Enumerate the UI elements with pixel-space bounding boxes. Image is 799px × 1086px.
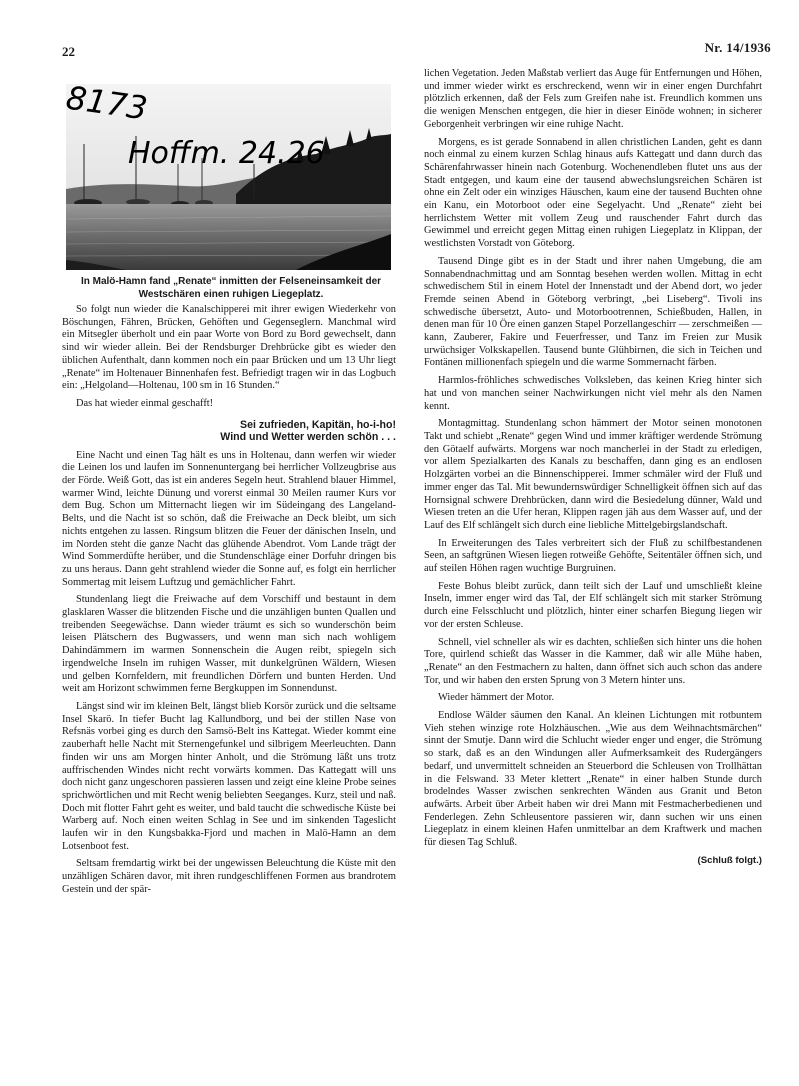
article-paragraph: Stundenlang liegt die Freiwache auf dem Vorschiff und bestaunt in dem glasklaren Wasser die blitzenden Fische und die unzähligen bunten Quallen und treibenden Seegewächse. Dann wieder träumt es sich so wunderschön beim leisen Plätschern des Bugwassers, und wenn man sich nach wohligem Dahindämmern im warmen Sonnenschein die Augen reibt, spiegeln sich irgendwelche Inseln im ruhigen Wasser, mit dunkelgrünen Wäldern, Wiesen und gelben Kornfeldern, mit freundlichen Dörfern und bunten Herden. Und weit am Horizont schwimmen ferne Bergkuppen im Sonnendunst. [62, 594, 396, 695]
handwritten-archive-number: 8173 [63, 78, 150, 128]
article-paragraph: Seltsam fremdartig wirkt bei der ungewissen Beleuchtung die Küste mit den unzähligen Schären davor, mit ihren rundgeschliffenen Formen aus brandrotem Gestein und der spär- [62, 858, 396, 895]
photo-caption [66, 276, 396, 301]
article-paragraph: Wieder hämmert der Motor. [438, 692, 555, 704]
article-paragraph: So folgt nun wieder die Kanalschipperei mit ihrer ewigen Wiederkehr von Böschungen, Fähren, Brücken, Gehöften und Gegenseglern. Manchmal wird ein Mitsegler überholt und ein paar Worte von Bord zu Bord gewechselt, dann sind wir wieder allein. Bei der Rendsburger Drehbrücke gibt es wieder den üblichen Aufenthalt, dann kommen noch ein paar Brücken und um 13 Uhr liegt „Renate“ im Holtenauer Binnenhafen fest. Befriedigt tragen wir in das Logbuch ein: „Helgoland—Holtenau, 100 sm in 16 Stunden.“ [62, 304, 396, 392]
section-subheading [62, 419, 396, 444]
article-paragraph: Eine Nacht und einen Tag hält es uns in Holtenau, dann werfen wir wieder die Leinen los und laufen im Sonnenuntergang bei herrlicher Vollzeugbrise aus der Förde. Weiß Gott, das ist ein anderes Segeln heut. Strahlend blauer Himmel, warmer Wind, leichte Dünung und vorerst einmal 30 Meilen raumer Kurs vor dem Bug. Schon um Mitternacht liegen wir im Südeingang des Langeland-Belts, und die Nacht ist so schön, daß die Freiwache an Deck bleibt, um sich nichts entgehen zu lassen. Ringsum blitzen die Feuer der dänischen Inseln, und im Norden steht die ganze Nacht das glühende Abendrot. Vom Lande trägt der Wind Sommerdüfte herüber, und die Stundenschläge einer Dorfuhr dringen bis zu uns heraus. Dann geht strahlend wieder die Sonne auf, es folgt ein herrlicher Sommertag mit leisem Luftzug und gemächlicher Fahrt. [62, 449, 396, 588]
article-paragraph: Schnell, viel schneller als wir es dachten, schließen sich hinter uns die hohen Tore, quirlend schießt das Wasser in die Kammer, daß wir alle Mühe haben, „Renate“ an den Festmachern zu halten, dann öffnet sich auch schon das andere Tor, und wir haben den ersten Sprung von 3 Metern hinter uns. [424, 636, 762, 686]
left-column [62, 304, 396, 902]
article-paragraph: Feste Bohus bleibt zurück, dann teilt sich der Lauf und umschließt kleine Inseln, immer enger wird das Tal, der Elf schlängelt sich mit starker Strömung durch eine Felsschlucht und plötzlich, hinter einer scharfen Biegung liegen wir vor der ersten Schleuse. [424, 580, 762, 630]
subheading-line-2: Wind und Wetter werden schön . . . [220, 431, 396, 444]
subheading-line-1: Sei zufrieden, Kapitän, ho-i-ho! [240, 418, 396, 431]
article-paragraph: Morgens, es ist gerade Sonnabend in allen christlichen Landen, geht es dann noch einmal zu einem kurzen Schlag hinaus aufs Kattegatt und dann durch das Schärenfahrwasser hinein nach Gotenburg. Wochenendleben flutet uns aus der Stadt entgegen, und kaum eine der tausend abwechslungsreichen Schären ist ohne ein Zelt oder ein winziges Häuschen, kaum eine der tausend Buchten ohne ein Kanu, ein Motorboot oder eine Segelyacht. Und „Renate“ zieht bei herrlichstem Wetter mit vollem Zeug und rauschender Fahrt durch das Gewimmel und erreicht gegen Mittag einen ruhigen Liegeplatz in Klippan, der westlichsten Vorstadt von Göteborg. [424, 136, 762, 250]
article-footer [424, 855, 762, 868]
article-paragraph: Tausend Dinge gibt es in der Stadt und ihrer nahen Umgebung, die am Sonnabendnachmittag und am Sonntag besehen werden wollen. Mittag in echt schwedischem Stil in einem Hotel der Innenstadt und der Abend dort, wo jeder Fremde seinen Abend in Göteborg verbringt, „bei Liseberg“. Tivoli ins schwedische übersetzt, Auto- und Motorbootrennen, Schießbuden, Hallen, in denen man für 10 Öre einen ganzen Stapel Porzellangeschirr — zerschmeißen — kann, Zauberer, Fakire und Feuerfresser, und Tanz im Freien zur Musik urwüchsiger Volkskapellen. Tausend bunte Glühbirnen, die sich in Teichen und Fontänen millionenfach spiegeln und die warme Sommernacht färben. [424, 255, 762, 369]
issue-number: Nr. 14/1936 [704, 40, 771, 55]
caption-line-1: In Malö-Hamn fand „Renate“ inmitten der Felseneinsamkeit der [80, 276, 382, 287]
article-paragraph: Montagmittag. Stundenlang schon hämmert der Motor seinen monotonen Takt und schiebt „Renate“ gegen Wind und immer kräftiger werdende Strömung den Götaelf aufwärts. Morgens war noch mancherlei in der Stadt zu erledigen, vor allem Spezialkarten des Kanals zu beschaffen, dann ging es an endlosen Holzgärten vorbei an die Binnenschipperei. Immer schmäler wird der Fluß und immer enger das Tal. Mit bewundernswürdiger Schnelligkeit öffnen sich auf das Hornsignal schwere Drehbrücken, dann wird die Besiedelung dünner, Wald und Wiesen treten an die Ufer heran, Klippen ragen jäh aus dem Wasser auf, und der Lauf des Elf schlängelt sich durch eine liebliche Mittelgebirgslandschaft. [424, 418, 762, 531]
page-number: 22 [62, 44, 75, 59]
handwritten-stamp: Hoffm. 24.26 [128, 136, 325, 171]
article-paragraph: Längst sind wir im kleinen Belt, längst blieb Korsör zurück und die seltsame Insel Skarö. In tiefer Bucht lag Kallundborg, und bei der stillen Nase von Refsnäs vorbei ging es durch den Samsö-Belt ins Kattegat. Wieder kommt eine zauberhaft helle Nacht mit Sternengefunkel und silbrigem Meerleuchten. Dann finden wir uns am Morgen hinter Anholt, und die Strömung läßt uns trotz auffrischenden Windes nicht recht vorwärts kommen. Das Kattegatt will uns doch nicht ganz ungeschoren passieren lassen und zeigt eine kleine Probe seines sprichwörtlichen und mit Recht wenig beliebten Seeganges. Kurz, steil und naß. Doch mit flotter Fahrt geht es weiter, und bald taucht die schwedische Küste bei Warberg auf. Noch einen weiten Schlag in See und im sinkenden Tageslicht laufen wir in den Kungsbakka-Fjord und machen in Malö-Hamn an dem Lotsenboot fest. [62, 700, 396, 852]
continued-note: (Schluß folgt.) [697, 854, 762, 866]
caption-line-2: Westschären einen ruhigen Liegeplatz. [138, 288, 324, 300]
article-paragraph: Harmlos-fröhliches schwedisches Volksleben, das keinen Krieg hinter sich hat und von manchen seiner Nachwirkungen nicht viel mehr als den Namen kennt. [424, 375, 762, 412]
article-paragraph: In Erweiterungen des Tales verbreitert sich der Fluß zu schilfbestandenen Seen, an saftgrünen Wiesen liegen rotweiße Gehöfte, Seitentäler öffnen sich, und auf steilen Höhen ragen wuchtige Burgruinen. [424, 537, 762, 575]
article-paragraph: Das hat wieder einmal geschafft! [76, 397, 214, 409]
right-column [424, 68, 762, 867]
article-paragraph: lichen Vegetation. Jeden Maßstab verliert das Auge für Entfernungen und Höhen, und immer wieder wirkt es erschreckend, wenn wir in einer engen Durchfahrt plötzlich erkennen, daß der Fels zum Greifen nahe ist. Freundlich kommen uns die wenigen Menschen entgegen, die hier in dieser Einöde wohnen; in sicherer Geborgenheit verbringen wir eine ruhige Nacht. [424, 68, 762, 130]
article-paragraph: Endlose Wälder säumen den Kanal. An kleinen Lichtungen mit rotbuntem Vieh stehen winzige rote Holzhäuschen. „Wie aus dem Weihnachtsmärchen“ sinnt der Smutje. Dann wird die Schlucht wieder enger und enger, die Strömung so stark, daß es an den Windungen aller Aufmerksamkeit des Rudergängers bedarf, und unvermittelt schneiden an Steuerbord die Schleusen von Trollhättan in die Felswand. 33 Meter klettert „Renate“ in einer halben Stunde durch brodelndes Wasser zwischen senkrechten Wänden aus Granit und Beton aufwärts. Arbeit über Arbeit haben wir drei Mann mit Festmacherbedienen und Fenderlegen. Zehn Schleusentore passieren wir, dann suchen wir uns einen Liegeplatz in einem kleinen Hafen unmittelbar an dem Kraftwerk und machen für diesen Tag Schluß. [424, 710, 762, 849]
